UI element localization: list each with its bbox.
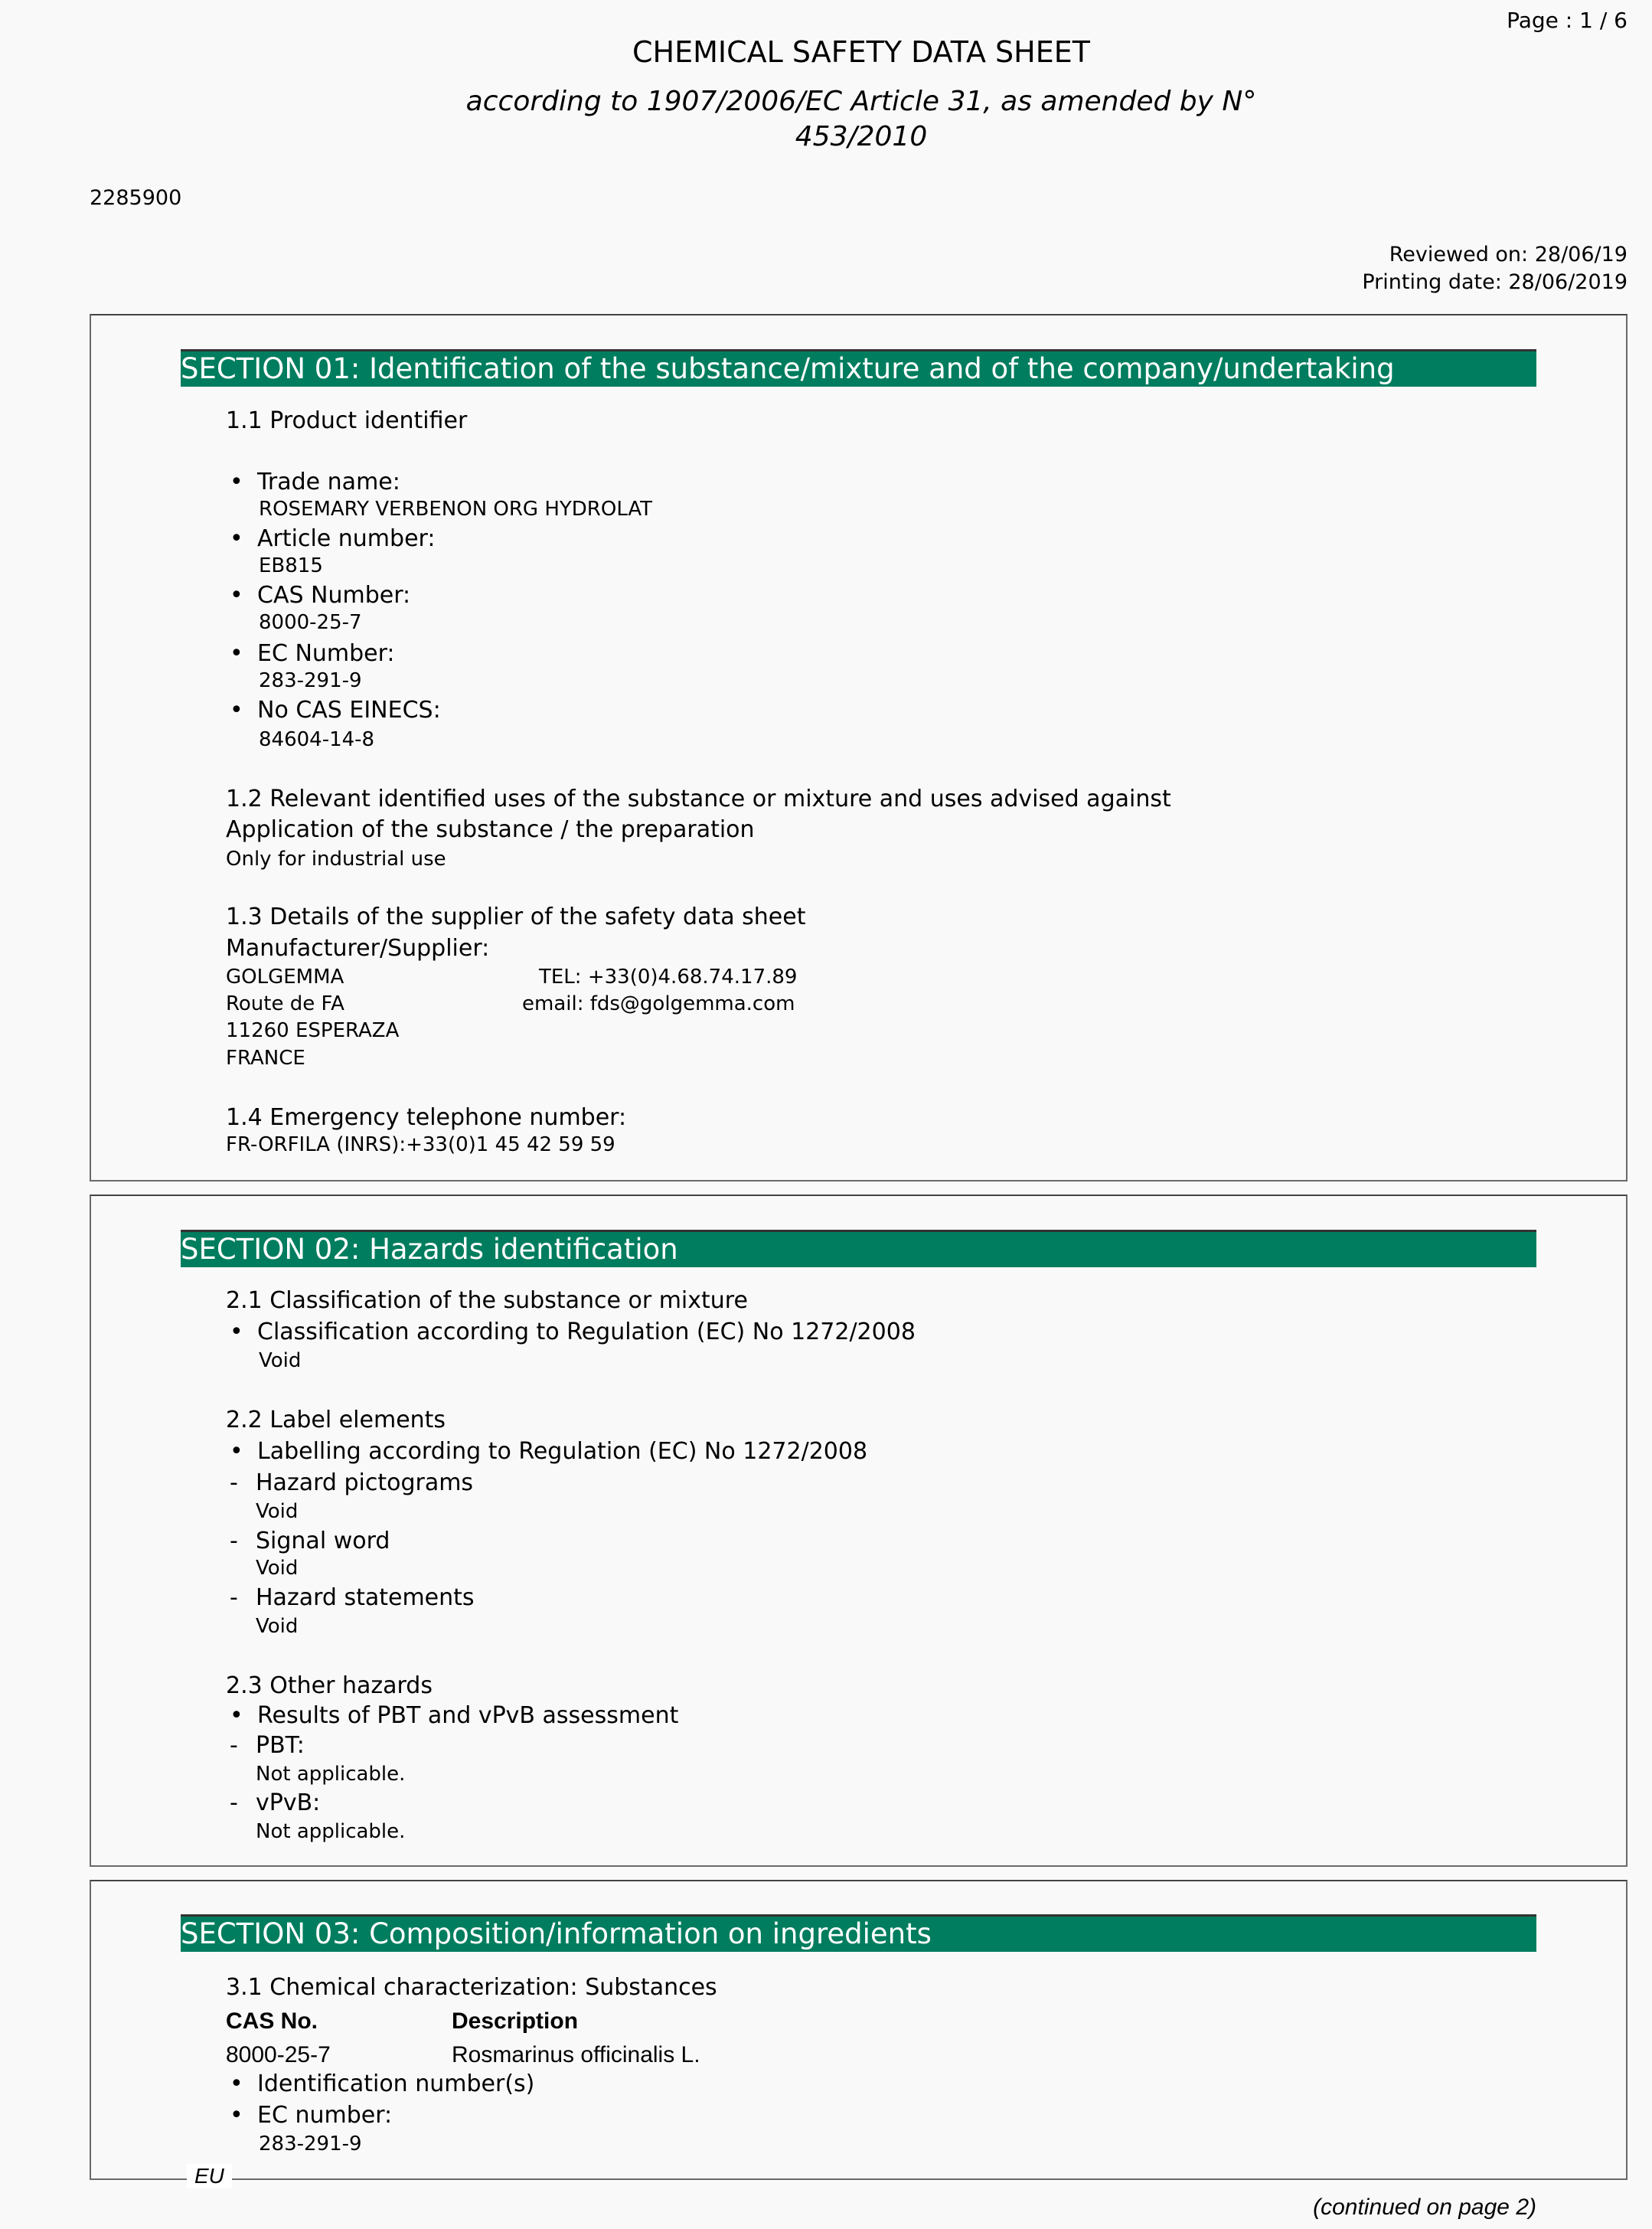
application-value: Only for industrial use xyxy=(226,848,446,871)
dash-icon: - xyxy=(230,1469,238,1496)
section-03-header: SECTION 03: Composition/information on ingredients xyxy=(181,1914,1536,1952)
column-header-description: Description xyxy=(452,2008,579,2034)
heading-1-3: 1.3 Details of the supplier of the safety data sheet xyxy=(226,904,806,930)
bullet-icon: • xyxy=(230,1702,243,1729)
printing-date: Printing date: 28/06/2019 xyxy=(1362,270,1628,294)
einecs-value: 84604-14-8 xyxy=(259,728,375,751)
ec-number-value: 283-291-9 xyxy=(259,669,362,692)
labelling-label: Labelling according to Regulation (EC) No 1272/2008 xyxy=(257,1438,868,1465)
ec-number-label-3: EC number: xyxy=(257,2102,393,2129)
hazard-pictograms-label: Hazard pictograms xyxy=(256,1469,474,1496)
supplier-telephone: TEL: +33(0)4.68.74.17.89 xyxy=(539,966,798,989)
supplier-street: Route de FA xyxy=(226,992,344,1015)
supplier-name: GOLGEMMA xyxy=(226,966,344,989)
vpvb-value: Not applicable. xyxy=(256,1820,406,1843)
cas-number-value: 8000-25-7 xyxy=(259,611,362,634)
section-01-header: SECTION 01: Identification of the substance/mixture and of the company/undertaking xyxy=(181,349,1536,387)
supplier-email: email: fds@golgemma.com xyxy=(522,992,795,1015)
article-number-label: Article number: xyxy=(257,525,436,552)
bullet-icon: • xyxy=(230,469,243,495)
signal-word-label: Signal word xyxy=(256,1528,390,1554)
continued-note: (continued on page 2) xyxy=(1313,2195,1536,2220)
supplier-country: FRANCE xyxy=(226,1047,305,1070)
ec-number-label: EC Number: xyxy=(257,640,395,667)
classification-value: Void xyxy=(259,1349,302,1372)
emergency-number: FR-ORFILA (INRS):+33(0)1 45 42 59 59 xyxy=(226,1133,615,1156)
vpvb-label: vPvB: xyxy=(256,1789,321,1816)
heading-1-2: 1.2 Relevant identified uses of the substance or mixture and uses advised against xyxy=(226,786,1171,812)
supplier-city: 11260 ESPERAZA xyxy=(226,1019,400,1042)
manufacturer-label: Manufacturer/Supplier: xyxy=(226,935,490,962)
bullet-icon: • xyxy=(230,697,243,724)
hazard-statements-value: Void xyxy=(256,1615,299,1638)
document-subtitle: according to 1907/2006/EC Article 31, as amended by N° xyxy=(465,86,1257,117)
bullet-icon: • xyxy=(230,525,243,552)
bullet-icon: • xyxy=(230,2102,243,2129)
bullet-icon: • xyxy=(230,640,243,667)
heading-2-3: 2.3 Other hazards xyxy=(226,1672,433,1699)
description-cell: Rosmarinus officinalis L. xyxy=(452,2042,700,2067)
page-number: Page : 1 / 6 xyxy=(1507,8,1628,33)
pbt-value: Not applicable. xyxy=(256,1763,406,1786)
bullet-icon: • xyxy=(230,582,243,609)
identification-numbers-label: Identification number(s) xyxy=(257,2070,535,2097)
ec-number-value-3: 283-291-9 xyxy=(259,2133,362,2155)
hazard-statements-label: Hazard statements xyxy=(256,1584,475,1611)
signal-word-value: Void xyxy=(256,1557,299,1580)
column-header-cas: CAS No. xyxy=(226,2008,318,2034)
heading-3-1: 3.1 Chemical characterization: Substances xyxy=(226,1974,717,2001)
dash-icon: - xyxy=(230,1584,238,1611)
heading-2-2: 2.2 Label elements xyxy=(226,1407,446,1433)
hazard-pictograms-value: Void xyxy=(256,1500,299,1523)
dash-icon: - xyxy=(230,1528,238,1554)
einecs-label: No CAS EINECS: xyxy=(257,697,441,724)
heading-1-1: 1.1 Product identifier xyxy=(226,407,468,434)
cas-number-label: CAS Number: xyxy=(257,582,411,609)
region-label: EU xyxy=(187,2164,232,2188)
bullet-icon: • xyxy=(230,1319,243,1345)
dash-icon: - xyxy=(230,1789,238,1816)
reviewed-date: Reviewed on: 28/06/19 xyxy=(1389,243,1628,266)
bullet-icon: • xyxy=(230,2070,243,2097)
document-subtitle-2: 453/2010 xyxy=(795,121,928,152)
bullet-icon: • xyxy=(230,1438,243,1465)
trade-name-label: Trade name: xyxy=(257,469,400,495)
section-02-header: SECTION 02: Hazards identification xyxy=(181,1230,1536,1267)
application-label: Application of the substance / the preparation xyxy=(226,816,755,843)
pbt-label: PBT: xyxy=(256,1732,305,1759)
heading-1-4: 1.4 Emergency telephone number: xyxy=(226,1104,627,1131)
classification-label: Classification according to Regulation (EC) No 1272/2008 xyxy=(257,1319,916,1345)
trade-name-value: ROSEMARY VERBENON ORG HYDROLAT xyxy=(259,498,653,521)
article-number-value: EB815 xyxy=(259,554,323,577)
heading-2-1: 2.1 Classification of the substance or mixture xyxy=(226,1287,748,1314)
dash-icon: - xyxy=(230,1732,238,1759)
document-number: 2285900 xyxy=(90,186,182,210)
document-title: CHEMICAL SAFETY DATA SHEET xyxy=(632,35,1090,69)
pbt-results-label: Results of PBT and vPvB assessment xyxy=(257,1702,679,1729)
cas-cell: 8000-25-7 xyxy=(226,2042,331,2067)
